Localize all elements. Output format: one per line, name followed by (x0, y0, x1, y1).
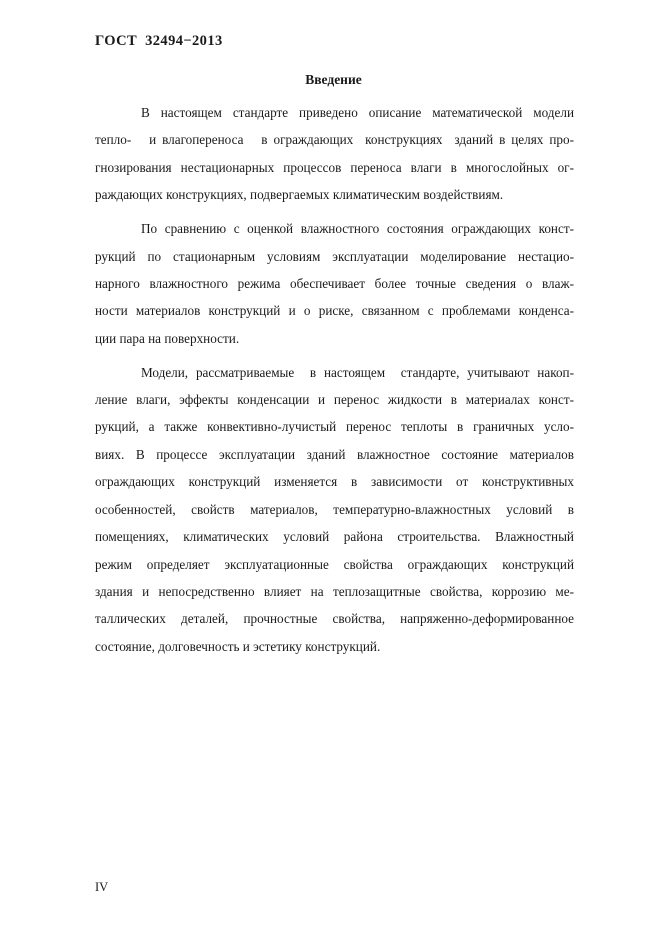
text-line: рукций, а также конвективно-лучистый перенос теплоты в граничных усло- (95, 419, 574, 435)
page-title: Введение (305, 72, 362, 87)
text-line: таллических деталей, прочностные свойства, напряженно-деформированное (95, 611, 574, 627)
paragraph-3 (95, 359, 574, 660)
text-line: виях. В процессе эксплуатации зданий влажностное состояние материалов (95, 446, 574, 462)
text-line: тепло- и влагопереноса в ограждающих конструкциях зданий в целях про- (95, 132, 574, 148)
text-line: нарного влажностного режима обеспечивает более точные сведения о влаж- (95, 275, 574, 291)
text-line: режим определяет эксплуатационные свойства ограждающих конструкций (95, 556, 574, 572)
text-line: ции пара на поверхности. (95, 330, 240, 346)
text-line: ление влаги, эффекты конденсации и перенос жидкости в материалах конст- (95, 392, 574, 408)
document-body (95, 99, 574, 667)
text-line: По сравнению с оценкой влажностного состояния ограждающих конст- (141, 221, 574, 237)
standard-header: ГОСТ 32494−2013 (95, 33, 223, 49)
paragraph-1 (95, 99, 574, 209)
paragraph-2 (95, 215, 574, 352)
text-line: В настоящем стандарте приведено описание математической модели (141, 105, 574, 120)
page-number: IV (95, 880, 109, 894)
text-line: рукций по стационарным условиям эксплуатации моделирование нестацио- (95, 248, 574, 264)
text-line: гнозирования нестационарных процессов переноса влаги в многослойных ог- (95, 159, 574, 175)
text-line: Модели, рассматриваемые в настоящем стандарте, учитывают накоп- (141, 364, 574, 380)
text-line: ности материалов конструкций и о риске, связанном с проблемами конденса- (95, 303, 574, 319)
text-line: особенностей, свойств материалов, температурно-влажностных условий в (95, 501, 574, 517)
text-line: состояние, долговечность и эстетику конструкций. (95, 638, 381, 654)
text-line: раждающих конструкциях, подвергаемых климатическим воздействиям. (95, 187, 504, 203)
text-line: помещениях, климатических условий района строительства. Влажностный (95, 529, 574, 545)
text-line: ограждающих конструкций изменяется в зависимости от конструктивных (95, 474, 574, 490)
text-line: здания и непосредственно влияет на теплозащитные свойства, коррозию ме- (95, 583, 574, 599)
